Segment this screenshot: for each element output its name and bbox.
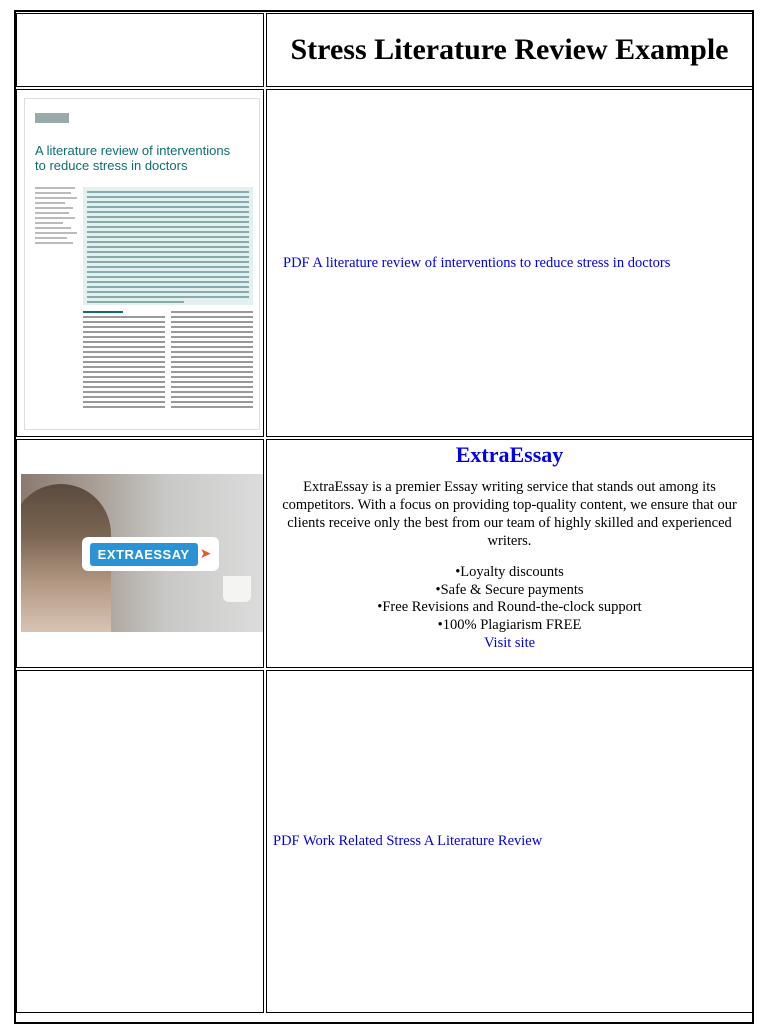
title-cell [266,13,753,87]
title-row-empty-cell [16,13,264,87]
feature-item: • Free Revisions and Round-the-clock support [267,599,752,617]
paper-pdf-link[interactable]: PDF A literature review of interventions to reduce stress in doctors [283,254,671,271]
empty-image-cell [16,670,264,1013]
feature-item: • Safe & Secure payments [267,582,752,600]
journal-badge [35,113,69,123]
service-description: ExtraEssay is a premier Essay writing service that stands out among its competitors. With a focus on providing top-quality content, we ensure that our clients receive only the best from our team of highly skilled and experienced writers. [282,479,737,549]
cup-icon [223,576,251,602]
thumbnail-body-column [171,311,253,411]
paper-thumbnail[interactable] [24,98,260,430]
paper-link-cell [266,89,753,437]
second-paper-link-cell [266,670,753,1013]
promo-image[interactable] [21,474,263,632]
rocket-icon: ➤ [199,546,212,562]
feature-list [267,564,752,634]
feature-item: • 100% Plagiarism FREE [267,617,752,635]
extraessay-logo [82,537,219,571]
feature-item: • Loyalty discounts [267,564,752,582]
thumbnail-body-column [83,311,165,411]
work-stress-pdf-link[interactable]: PDF Work Related Stress A Literature Review [273,833,543,849]
visit-site-link[interactable]: Visit site [483,635,536,651]
logo-text: EXTRAESSAY [90,543,198,566]
thumbnail-title-line: A literature review of interventions [35,143,231,158]
thumbnail-abstract [83,187,253,305]
thumbnail-title [35,143,250,173]
service-cell [266,439,753,668]
page-title: Stress Literature Review Example [290,33,729,66]
thumbnail-meta-column [35,187,79,247]
thumbnail-title-line: to reduce stress in doctors [35,158,188,173]
service-name-link[interactable]: ExtraEssay [455,442,564,467]
